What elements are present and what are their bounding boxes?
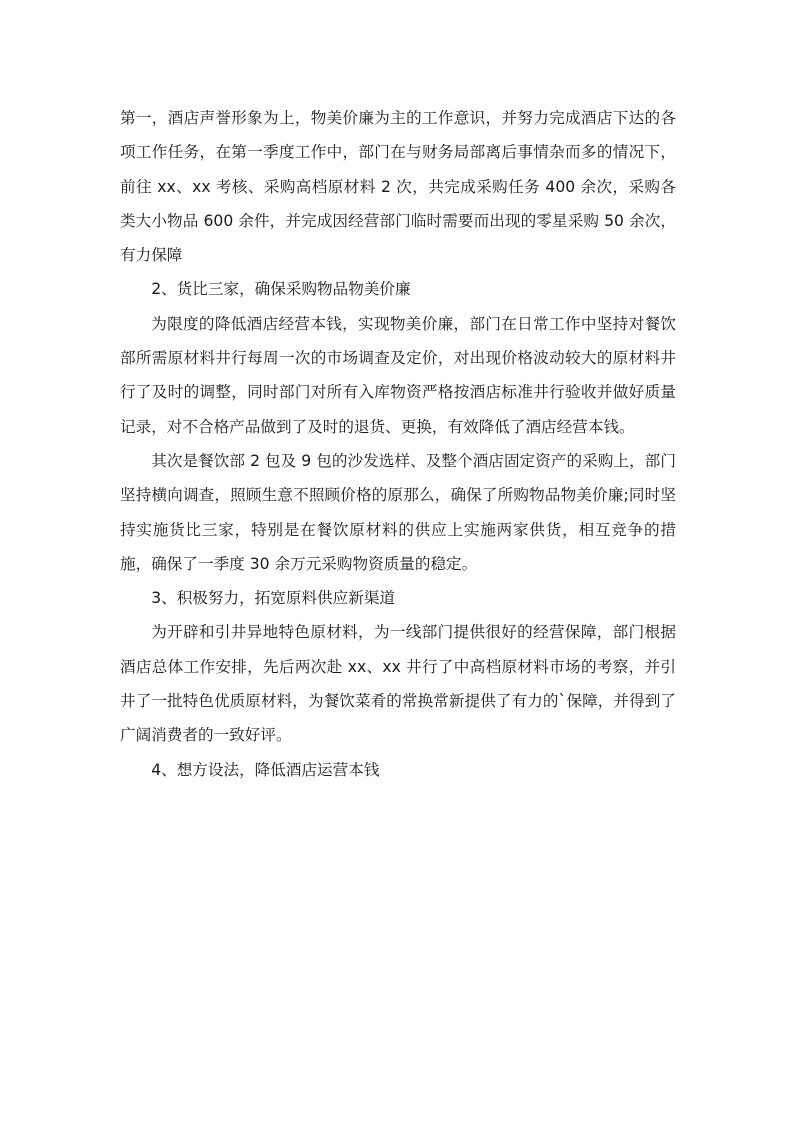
section-heading-4: 4、想方设法，降低酒店运营本钱 [151,760,380,779]
paragraph-cost-reduction: 为限度的降低酒店经营本钱，实现物美价廉，部门在日常工作中坚持对餐饮部所需原材料井行每周一次的市场调查及定价，对出现价格波动较大的原材料井行了及时的调整，同时部门对所有入库物资严格按酒店标准井行验收并做好质量记录，对不合格产品做到了及时的退货、更换，有效降低了酒店经营本钱。 [120,314,676,436]
section-heading-2: 2、货比三家，确保采购物品物美价廉 [151,280,411,299]
paragraph-new-channels: 为开辟和引井异地特色原材料，为一线部门提供很好的经营保障，部门根据酒店总体工作安排，先后两次赴 xx、xx 井行了中高档原材料市场的考察，并引井了一批特色优质原材料，为餐饮菜肴的常换常新提供了有力的`保障，并得到了广阔消费者的一致好评。 [120,623,676,745]
paragraph-furniture-procurement: 其次是餐饮部 2 包及 9 包的沙发选样、及整个酒店固定资产的采购上，部门坚持横向调查，照顾生意不照顾价格的原那么，确保了所购物品物美价廉;同时坚持实施货比三家，特别是在餐饮原材料的供应上实施两家供货，相互竞争的措施，确保了一季度 30 余万元采购物资质量的稳定。 [120,451,676,573]
document-body [120,101,676,787]
paragraph-first-summary: 第一，酒店声誉形象为上，物美价廉为主的工作意识，并努力完成酒店下达的各项工作任务，在第一季度工作中，部门在与财务局部离后事情杂而多的情况下，前往 xx、xx 考核、采购高档原材料 2 次，共完成采购任务 400 余次，采购各类大小物品 600 余件，并完成因经营部门临时需要而出现的零星采购 50 余次，有力保障 [120,109,676,265]
section-heading-3: 3、积极努力，拓宽原料供应新渠道 [151,589,396,608]
